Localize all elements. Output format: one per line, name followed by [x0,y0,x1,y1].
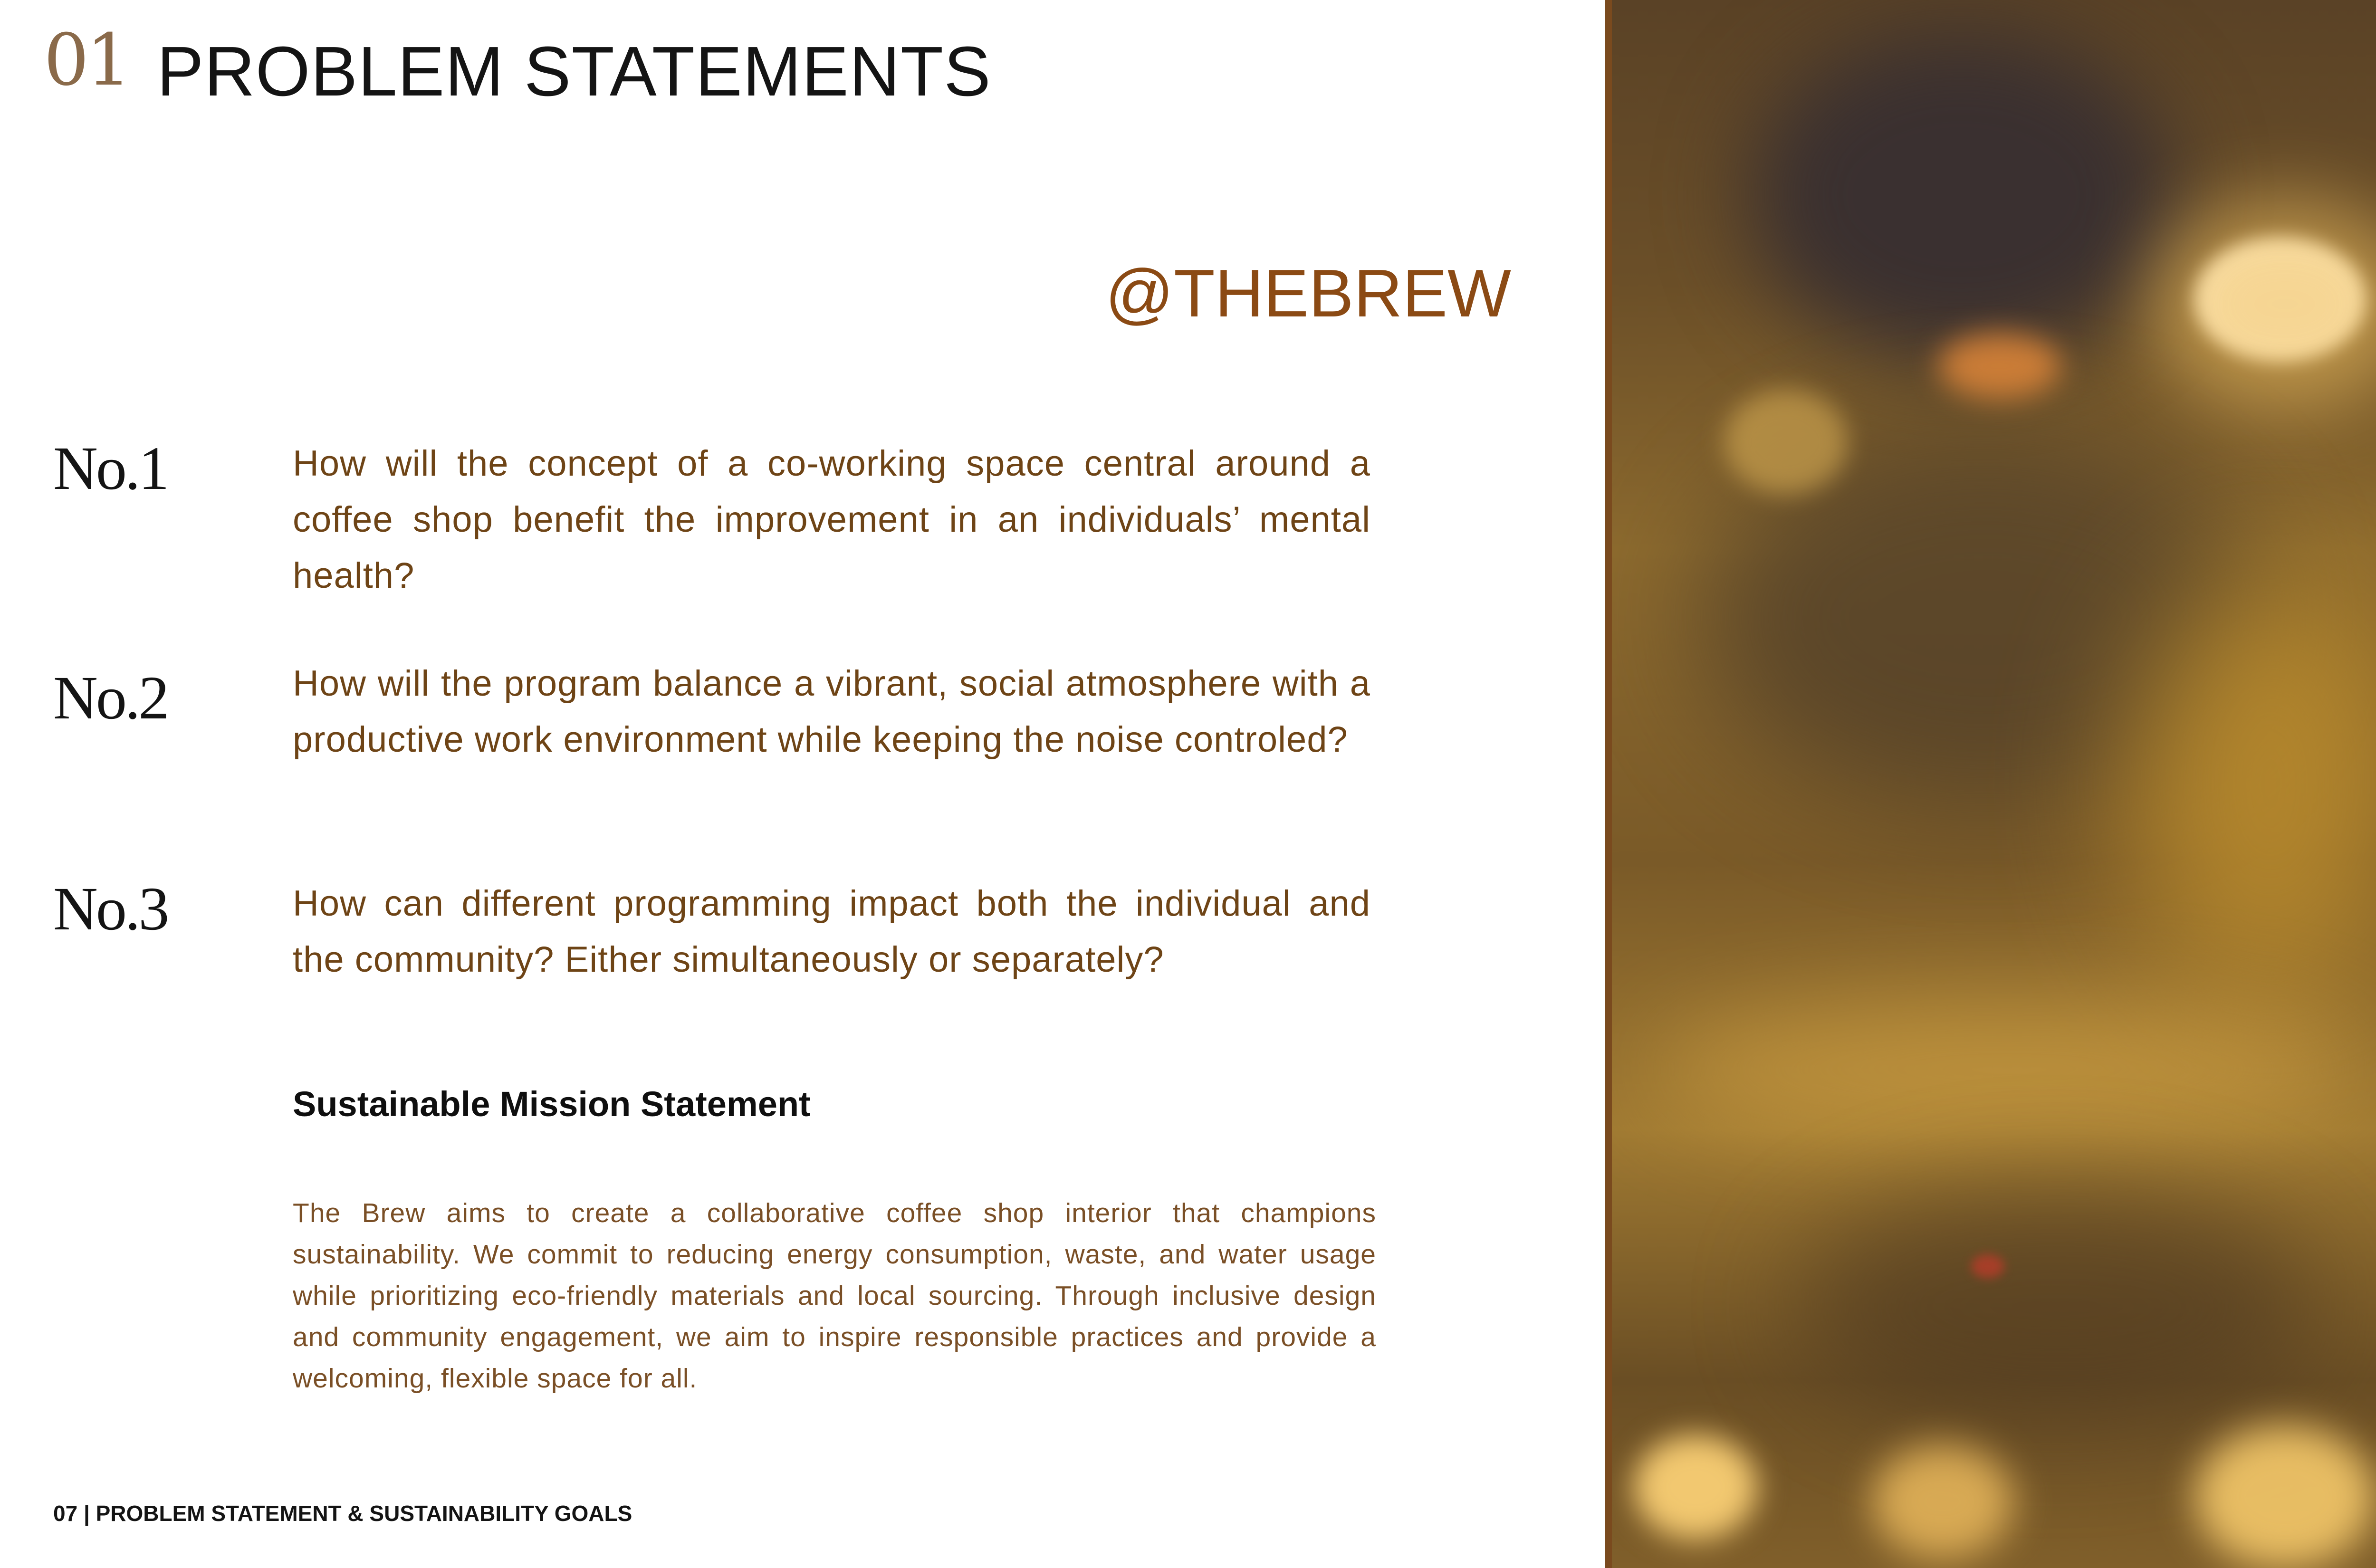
bokeh-light [1938,333,2061,399]
bokeh-light [1653,998,2366,1140]
page-title: PROBLEM STATEMENTS [157,32,991,111]
bokeh-light [2194,1425,2375,1568]
page-footer: 07 | PROBLEM STATEMENT & SUSTAINABILITY GOALS [53,1501,632,1526]
mission-body: The Brew aims to create a collaborative coffee shop interior that champions sustainability. We commit to reducing energy consumption, waste, and water usage while prioritizing eco-friendly materials and local sourcing. Through inclusive design and community engagement, we aim to inspire responsible practices and provide a welcoming, flexible space for all. [293,1198,1376,1394]
bokeh-light [1871,1444,2014,1558]
problem-label-2: No.2 [53,664,168,732]
cafe-bokeh-photo [1605,0,2376,1568]
photo-shadow-shape [1795,1188,2318,1425]
bokeh-light [1634,1435,1757,1539]
problem-label-1: No.1 [53,434,168,503]
problem-label-3: No.3 [53,875,168,943]
bokeh-light [2152,200,2376,409]
photo-shadow-shape [1748,29,2175,361]
problem-text-3: How can different programming impact both the individual and the community? Either simultaneously or separately? [293,883,1370,980]
bokeh-light [1971,1254,2004,1278]
problem-text-2: How will the program balance a vibrant, social atmosphere with a productive work environment while keeping the noise controled? [293,663,1370,760]
problem-text-1: How will the concept of a co-working space central around a coffee shop benefit the improvement in an individuals’ mental health? [293,443,1370,596]
brand-handle: @THEBREW [1105,256,1511,331]
bokeh-light [1724,390,1848,494]
mission-heading: Sustainable Mission Statement [293,1084,811,1124]
section-number: 01 [44,19,129,102]
photo-divider [1605,0,1612,1568]
